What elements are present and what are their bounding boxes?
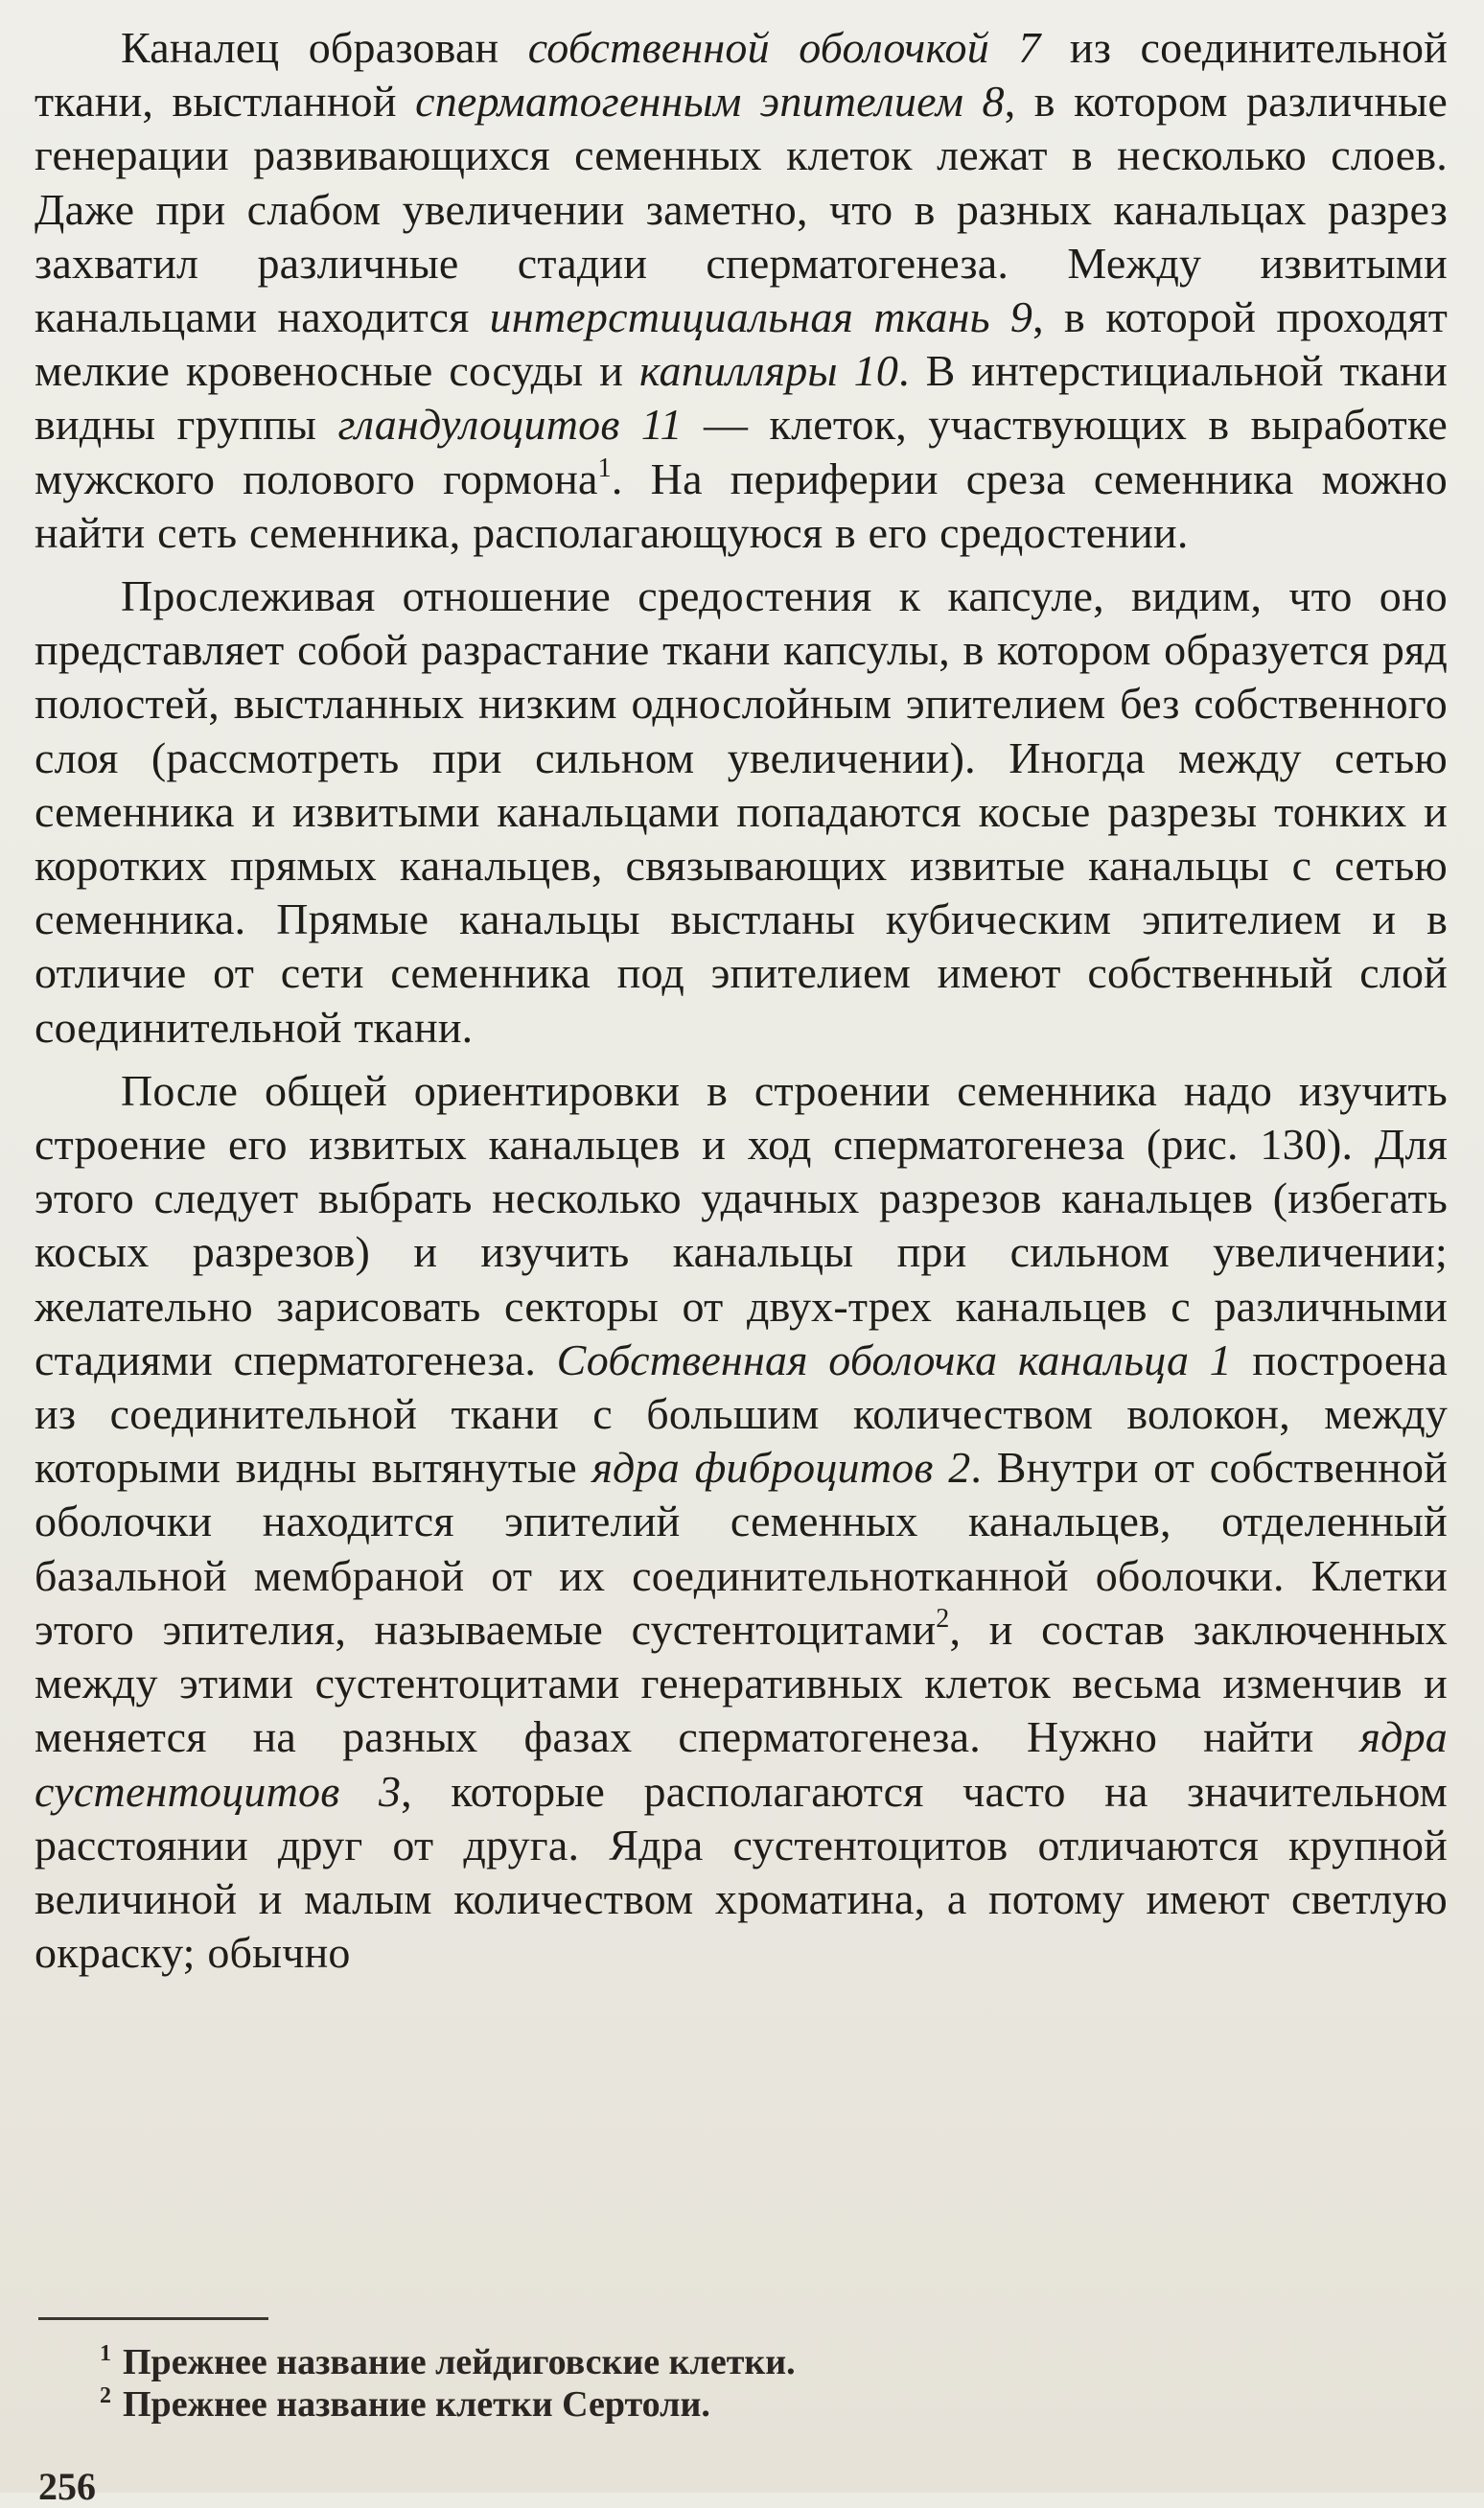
footnotes <box>38 2341 1448 2426</box>
italic-term: сперматогенным эпителием 8 <box>415 77 1005 127</box>
text-run: , которые располагаются часто на значительном расстоянии друг от друга. Ядра сустентоцитов отличаются крупной величиной и малым количеством хроматина, а потому имеют светлую окраску; обычно <box>35 1766 1448 1978</box>
footnote-1 <box>38 2341 1448 2383</box>
text-run: После общей ориентировки в строении семенника надо изучить строение его извитых канальцев и ход сперматогенеза (рис. 130). Для этого следует выбрать несколько удачных разрезов канальцев (избегать косых разрезов) и изучить канальцы при сильном увеличении; желательно зарисовать секторы от двух-трех канальцев с различными стадиями сперматогенеза. <box>35 1065 1448 1384</box>
text-run: , в которой проходят мелкие кровеносные сосуды и <box>35 292 1448 396</box>
text-run: . Внутри от собственной оболочки находится эпителий семенных канальцев, отделенный базальной мембраной от их соединительнотканной оболочки. Клетки этого эпителия, называемые сустентоцитами <box>35 1443 1448 1654</box>
italic-term: ядра сустентоцитов 3 <box>35 1712 1448 1816</box>
footnote-mark: 1 <box>100 2341 111 2366</box>
text-run: . В интерстициальной ткани видны группы <box>35 346 1448 450</box>
footnote-reference: 1 <box>597 453 612 483</box>
paragraph-2 <box>35 569 1448 1055</box>
page-number: 256 <box>38 2465 96 2508</box>
footnote-separator <box>38 2317 268 2320</box>
italic-term: ядра фиброцитов 2 <box>591 1443 971 1493</box>
text-run: , в котором различные генерации развивающихся семенных клеток лежат в несколько слоев. Даже при слабом увеличении заметно, что в разных канальцах разрез захватил различные стадии сперматогенеза. Между извитыми канальцами находится <box>35 77 1449 342</box>
footnote-2 <box>38 2383 1448 2426</box>
text-run: Каналец образован <box>121 23 528 72</box>
paragraph-3 <box>35 1064 1448 1980</box>
text-run: — клеток, участвующих в выработке мужского полового гормона <box>35 400 1448 503</box>
paragraph-1 <box>35 21 1448 560</box>
footnote-text: Прежнее название лейдиговские клетки. <box>123 2342 796 2382</box>
italic-term: собственной оболочкой 7 <box>527 23 1041 72</box>
italic-term: Собственная оболочка канальца 1 <box>556 1335 1232 1384</box>
footnote-mark: 2 <box>100 2383 111 2408</box>
italic-term: капилляры 10 <box>638 346 899 396</box>
text-run: , и состав заключенных между этими сустентоцитами генеративных клеток весьма изменчив и меняется на разных фазах сперматогенеза. Нужно найти <box>35 1604 1448 1762</box>
footnote-text: Прежнее название клетки Сертоли. <box>123 2384 710 2425</box>
italic-term: интерстициальная ткань 9 <box>489 292 1033 342</box>
text-run: из соединительной ткани, выстланной <box>35 23 1449 127</box>
text-run: . На периферии среза семенника можно найти сеть семенника, располагающуюся в его средостении. <box>35 453 1448 557</box>
text-run: Прослеживая отношение средостения к капсуле, видим, что оно представляет собой разрастание ткани капсулы, в котором образуется ряд полостей, выстланных низким однослойным эпителием без собственного слоя (рассмотреть при сильном увеличении). Иногда между сетью семенника и извитыми канальцами попадаются косые разрезы тонких и коротких прямых канальцев, связывающих извитые канальцы с сетью семенника. Прямые канальцы выстланы кубическим эпителием и в отличие от сети семенника под эпителием имеют собственный слой соединительной ткани. <box>35 571 1448 1052</box>
body-text <box>35 21 1448 1980</box>
text-run: построена из соединительной ткани с большим количеством волокон, между которыми видны вытянутые <box>35 1335 1448 1493</box>
italic-term: гландулоцитов 11 <box>337 400 683 450</box>
footnote-reference: 2 <box>936 1603 950 1634</box>
